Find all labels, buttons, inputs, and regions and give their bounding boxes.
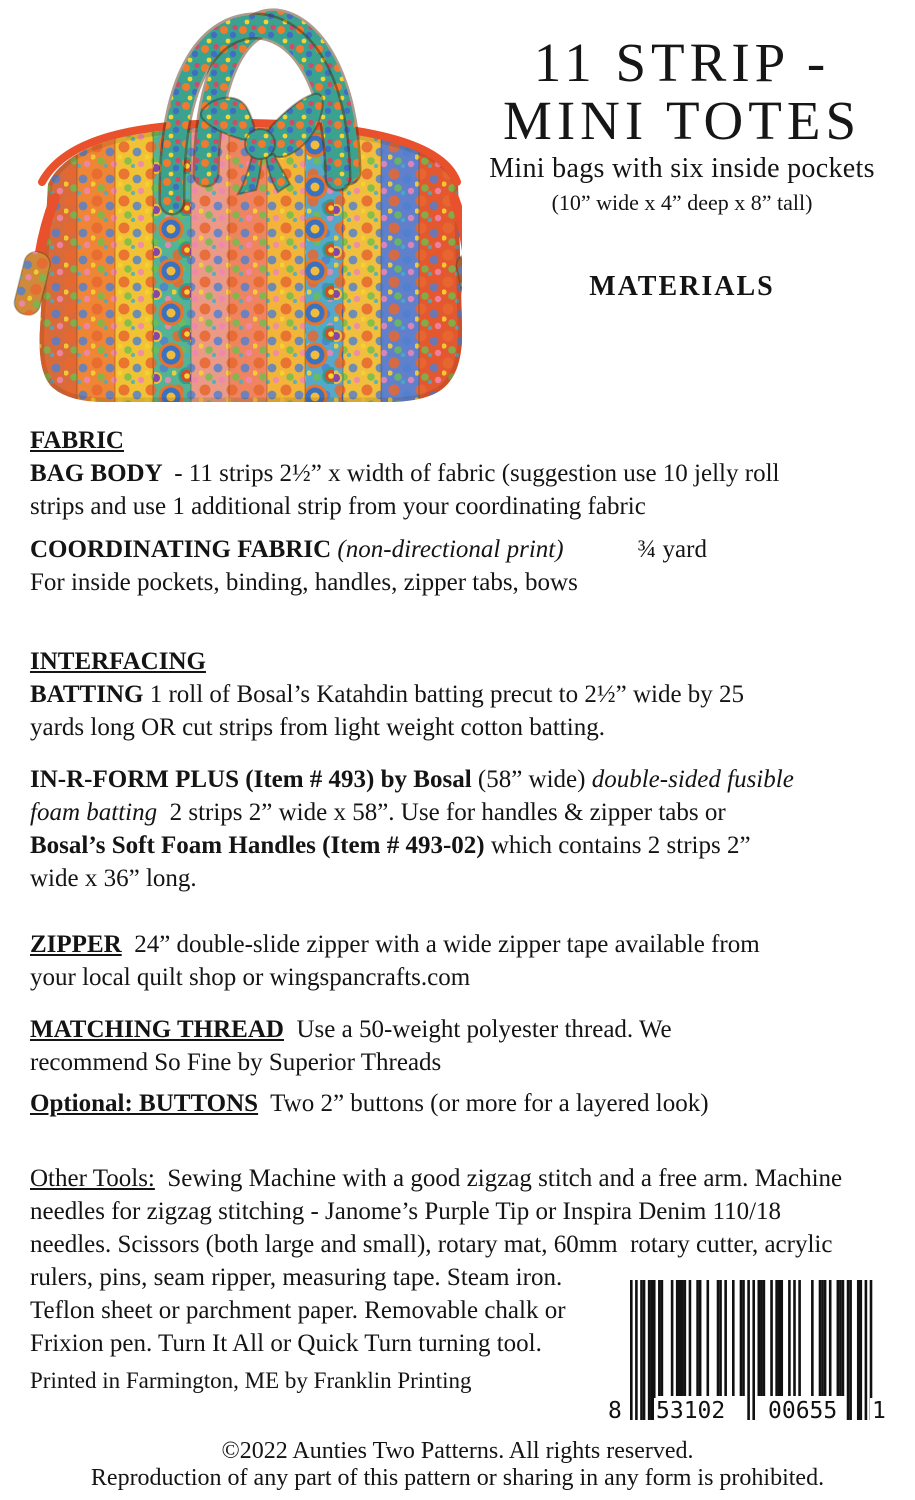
title-line1: 11 STRIP - [533, 32, 831, 93]
header [452, 34, 912, 303]
materials-heading: MATERIALS [589, 271, 775, 302]
text-line: foam batting 2 strips 2” wide x 58”. Use for handles & zipper tabs or [30, 799, 726, 826]
text-line: COORDINATING FABRIC (non-directional print) ¾ yard [30, 536, 707, 563]
text-line: Other Tools: Sewing Machine with a good zigzag stitch and a free arm. Machine [30, 1165, 843, 1192]
bag-dimensions: (10” wide x 4” deep x 8” tall) [551, 190, 813, 215]
zipper-paragraph [30, 928, 904, 994]
copyright [0, 1438, 915, 1492]
text-line: Optional: BUTTONS Two 2” buttons (or more for a layered look) [30, 1090, 709, 1117]
interfacing-heading [30, 645, 904, 678]
subtitle: Mini bags with six inside pockets [489, 153, 875, 184]
text-line: For inside pockets, binding, handles, zipper tabs, bows [30, 569, 578, 596]
text-line: ZIPPER 24” double-slide zipper with a wide zipper tape available from [30, 931, 760, 958]
copyright-line2: Reproduction of any part of this pattern or sharing in any form is prohibited. [90, 1465, 825, 1491]
tote-bag-photo [10, 6, 462, 408]
text-line: IN-R-FORM PLUS (Item # 493) by Bosal (58” wide) double-sided fusible [30, 766, 794, 793]
barcode-digits-group1: 53102 [656, 1398, 726, 1424]
text-line: strips and use 1 additional strip from your coordinating fabric [30, 493, 646, 520]
text-line: your local quilt shop or wingspancrafts.com [30, 964, 471, 991]
text-line: MATCHING THREAD Use a 50-weight polyester thread. We [30, 1016, 672, 1043]
barcode-bars [608, 1280, 900, 1422]
fabric-heading [30, 424, 904, 457]
barcode-digits-group2: 00655 [768, 1398, 838, 1424]
barcode-digit-check: 1 [872, 1398, 886, 1424]
coordinating-fabric-paragraph [30, 533, 904, 599]
text-line: INTERFACING [30, 648, 206, 675]
text-line: yards long OR cut strips from light weight cotton batting. [30, 714, 605, 741]
page-title [452, 34, 912, 150]
barcode [608, 1280, 900, 1430]
text-line: Bosal’s Soft Foam Handles (Item # 493-02) which contains 2 strips 2” [30, 832, 751, 859]
text-line: needles. Scissors (both large and small), rotary mat, 60mm rotary cutter, acrylic [30, 1231, 833, 1258]
text-line: Teflon sheet or parchment paper. Removable chalk or [30, 1297, 566, 1324]
batting-paragraph [30, 678, 904, 744]
text-line: wide x 36” long. [30, 865, 197, 892]
text-line: BAG BODY - 11 strips 2½” x width of fabric (suggestion use 10 jelly roll [30, 460, 780, 487]
text-line: FABRIC [30, 427, 124, 454]
text-line: recommend So Fine by Superior Threads [30, 1049, 442, 1076]
text-line: Printed in Farmington, ME by Franklin Printing [30, 1368, 472, 1393]
bag-body-paragraph [30, 457, 904, 523]
title-line2: MINI TOTES [502, 90, 862, 151]
text-line: Frixion pen. Turn It All or Quick Turn turning tool. [30, 1330, 542, 1357]
text-line: needles for zigzag stitching - Janome’s Purple Tip or Inspira Denim 110/18 [30, 1198, 782, 1225]
matching-thread-paragraph [30, 1013, 904, 1079]
barcode-digit-system: 8 [608, 1398, 622, 1424]
copyright-line1: ©2022 Aunties Two Patterns. All rights reserved. [221, 1438, 694, 1464]
text-line: rulers, pins, seam ripper, measuring tape. Steam iron. [30, 1264, 563, 1291]
in-r-form-paragraph [30, 763, 904, 895]
materials-list [30, 424, 904, 1394]
text-line: BATTING 1 roll of Bosal’s Katahdin batting precut to 2½” wide by 25 [30, 681, 745, 708]
buttons-paragraph [30, 1087, 904, 1120]
